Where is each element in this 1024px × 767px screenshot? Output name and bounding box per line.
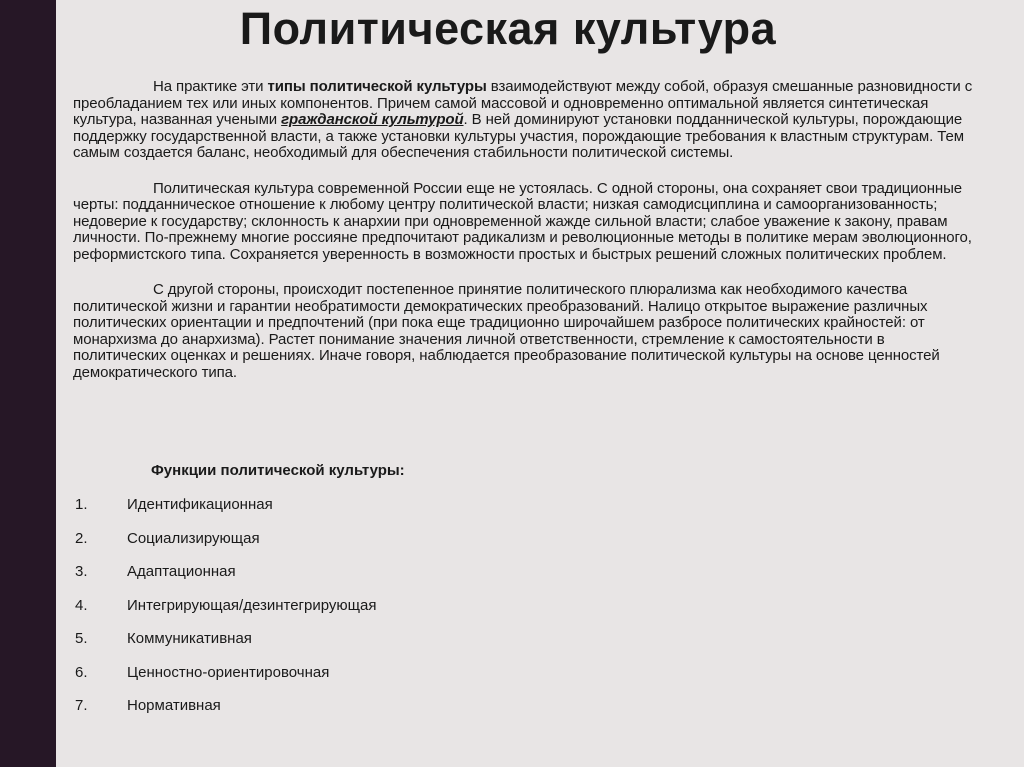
paragraph-2: Политическая культура современной России еще не устоялась. С одной стороны, она сохраняет свои традиционные черты: подданническое отношение к любому центру политической власти; низкая самодисциплина и самоорганизованность; недоверие к государству; склонность к анархии при одновременной жажде сильной власти; слабое уважение к закону, правам личности. По-прежнему многие россияне предпочитают радикализм и революционные методы в политике мерам эволюционного, реформистского типа. Сохраняется уверенность в возможности простых и быстрых решений сложных политических проблем. [73, 179, 972, 263]
paragraph-1 [73, 79, 973, 162]
functions-list [75, 496, 376, 731]
functions-heading: Функции политической культуры: [151, 462, 405, 479]
slide-title: Политическая культура [239, 3, 777, 54]
paragraph-1-part-3: . В ней доминируют установки подданнической культуры, порождающие поддержку государственной власти, а также установки культуры участия, порождающие требования к властным структурам. Тем самым создается баланс, необходимый для обеспечения стабильности политической системы. [73, 111, 964, 161]
list-item-number: 4. [75, 596, 88, 614]
list-item [75, 630, 376, 664]
left-accent-bar [0, 0, 56, 767]
list-item [75, 597, 376, 631]
list-item-number: 1. [75, 496, 88, 513]
paragraph-1-part-2: взаимодействуют между собой, образуя смешанные разновидности с преобладанием тех или иных компонентов. Причем самой массовой и одновременно оптимальной является синтетическая культура, названная учеными [73, 78, 973, 128]
list-item [75, 496, 376, 530]
list-item-label: Ценностно-ориентировочная [127, 663, 330, 681]
list-item-label: Идентификационная [127, 496, 273, 513]
list-item-number: 2. [75, 529, 88, 547]
list-item-number: 3. [75, 563, 88, 580]
paragraph-1-emphasis: гражданской культурой [281, 111, 464, 128]
body-text [73, 79, 973, 400]
list-item [75, 563, 376, 597]
list-item-label: Интегрирующая/дезинтегрирующая [127, 596, 377, 614]
list-item-number: 7. [75, 697, 88, 714]
list-item-label: Социализирующая [127, 529, 260, 547]
list-item [75, 664, 376, 698]
list-item-number: 5. [75, 630, 88, 647]
list-item-label: Нормативная [127, 697, 221, 714]
list-item-label: Адаптационная [127, 563, 236, 580]
paragraph-3: С другой стороны, происходит постепенное принятие политического плюрализма как необходимого качества политической жизни и гарантии необратимости демократических преобразований. Налицо открытое выражение различных политических ориентации и предпочтений (при пока еще традиционно широчайшем разбросе политических крайностей: от монархизма до анархизма). Растет понимание значения личной ответственности, стремление к самостоятельности в политических оценках и решениях. Иначе говоря, наблюдается преобразование политической культуры на основе ценностей демократического типа. [73, 281, 940, 381]
paragraph-1-part-1: На практике эти [153, 78, 268, 95]
paragraph-1-bold: типы политической культуры [267, 78, 487, 95]
list-item-label: Коммуникативная [127, 630, 252, 647]
list-item [75, 697, 376, 731]
list-item-number: 6. [75, 663, 88, 681]
slide [56, 0, 1024, 767]
list-item [75, 530, 376, 564]
